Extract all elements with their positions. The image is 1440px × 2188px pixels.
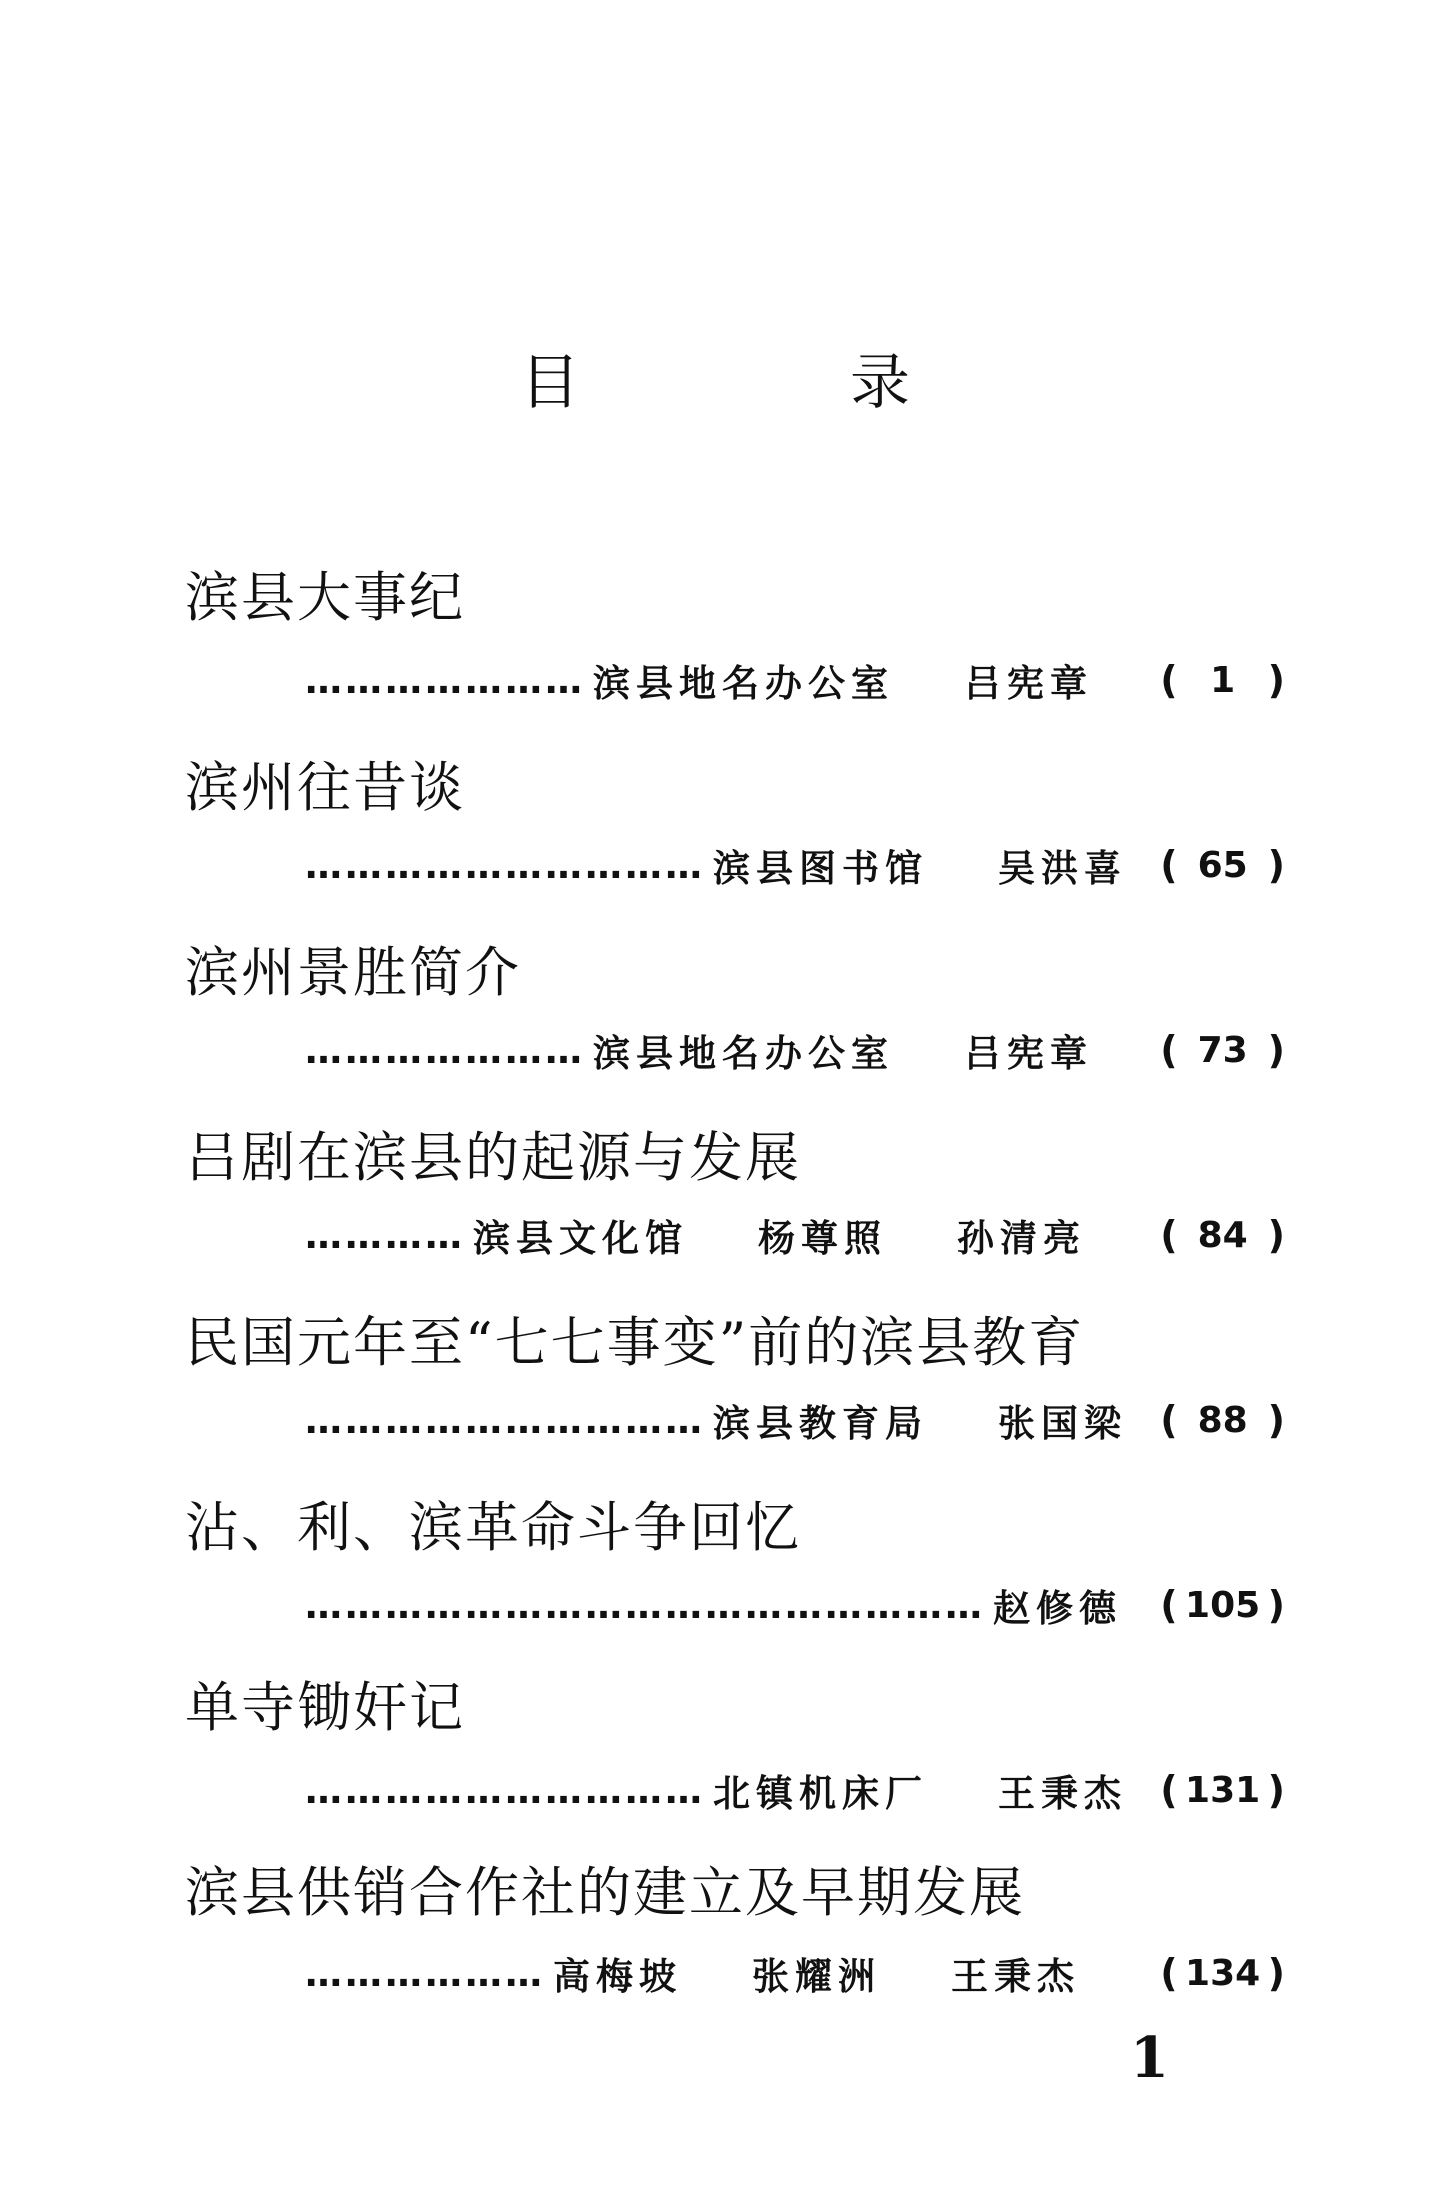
toc-entry-title[interactable]: 滨县大事纪: [185, 566, 465, 629]
page-ref: 88: [1197, 1399, 1248, 1441]
toc-entry-line: ………………………… 滨县图书馆 吴洪喜 ( 65 ): [305, 840, 1285, 890]
source-author: 王秉杰: [998, 1772, 1127, 1815]
leader-dots: …………………………: [305, 1768, 705, 1812]
leader-dots: …………………: [305, 658, 585, 702]
page-ref: 131: [1185, 1769, 1261, 1811]
leader-dots: ……………………………………………: [305, 1583, 985, 1627]
source-org: 滨县文化馆: [473, 1217, 688, 1260]
page-ref: 73: [1197, 1029, 1248, 1071]
leader-dots: …………………………: [305, 843, 705, 887]
toc-entry-title[interactable]: 滨州往昔谈: [185, 756, 465, 819]
toc-entry-line: ……………… 高梅坡 张耀洲 王秉杰 ( 134 ): [305, 1948, 1285, 1998]
page-number: 1: [1130, 2025, 1169, 2091]
toc-entry-title[interactable]: 吕剧在滨县的起源与发展: [185, 1126, 801, 1189]
toc-entry-line: ………………… 滨县地名办公室 吕宪章 ( 73 ): [305, 1025, 1285, 1075]
source-author: 杨尊照: [758, 1217, 887, 1260]
toc-entry-title[interactable]: 民国元年至“七七事变”前的滨县教育: [185, 1311, 1085, 1374]
toc-entry-title[interactable]: 滨县供销合作社的建立及早期发展: [185, 1861, 1025, 1924]
source-author: 吴洪喜: [998, 847, 1127, 890]
source-org: 滨县地名办公室: [593, 1032, 894, 1075]
toc-entry-line: ………………… 滨县地名办公室 吕宪章 ( 1 ): [305, 655, 1285, 705]
toc-entry-title[interactable]: 单寺锄奸记: [185, 1676, 465, 1739]
page-ref: 105: [1185, 1584, 1261, 1626]
leader-dots: …………: [305, 1213, 465, 1257]
toc-entry-line: …………………………………………… 赵修德 ( 105 ): [305, 1580, 1285, 1630]
source-author: 吕宪章: [964, 1032, 1093, 1075]
leader-dots: …………………………: [305, 1398, 705, 1442]
toc-entry-title[interactable]: 沾、利、滨革命斗争回忆: [185, 1496, 801, 1559]
source-author: 张国梁: [998, 1402, 1127, 1445]
source-author: 吕宪章: [964, 662, 1093, 705]
leader-dots: ………………: [305, 1951, 545, 1995]
source-author: 王秉杰: [951, 1955, 1080, 1998]
toc-entry-title[interactable]: 滨州景胜简介: [185, 941, 521, 1004]
title-char-2: 录: [850, 348, 920, 418]
source-author: 赵修德: [993, 1587, 1122, 1630]
source-author: 孙清亮: [957, 1217, 1086, 1260]
source-author: 张耀洲: [752, 1955, 881, 1998]
page-ref: 134: [1185, 1952, 1261, 1994]
page-ref: 65: [1197, 844, 1248, 886]
source-org: 北镇机床厂: [713, 1772, 928, 1815]
title-char-1: 目: [520, 348, 590, 418]
leader-dots: …………………: [305, 1028, 585, 1072]
toc-entry-line: ………………………… 北镇机床厂 王秉杰 ( 131 ): [305, 1765, 1285, 1815]
source-org: 滨县地名办公室: [593, 662, 894, 705]
source-org: 滨县教育局: [713, 1402, 928, 1445]
source-author: 高梅坡: [553, 1955, 682, 1998]
page-title: [0, 335, 1440, 421]
toc-entry-line: ………………………… 滨县教育局 张国梁 ( 88 ): [305, 1395, 1285, 1445]
source-org: 滨县图书馆: [713, 847, 928, 890]
toc-entry-line: ………… 滨县文化馆 杨尊照 孙清亮 ( 84 ): [305, 1210, 1285, 1260]
page-ref: 84: [1197, 1214, 1248, 1256]
page-ref: 1: [1210, 659, 1236, 701]
